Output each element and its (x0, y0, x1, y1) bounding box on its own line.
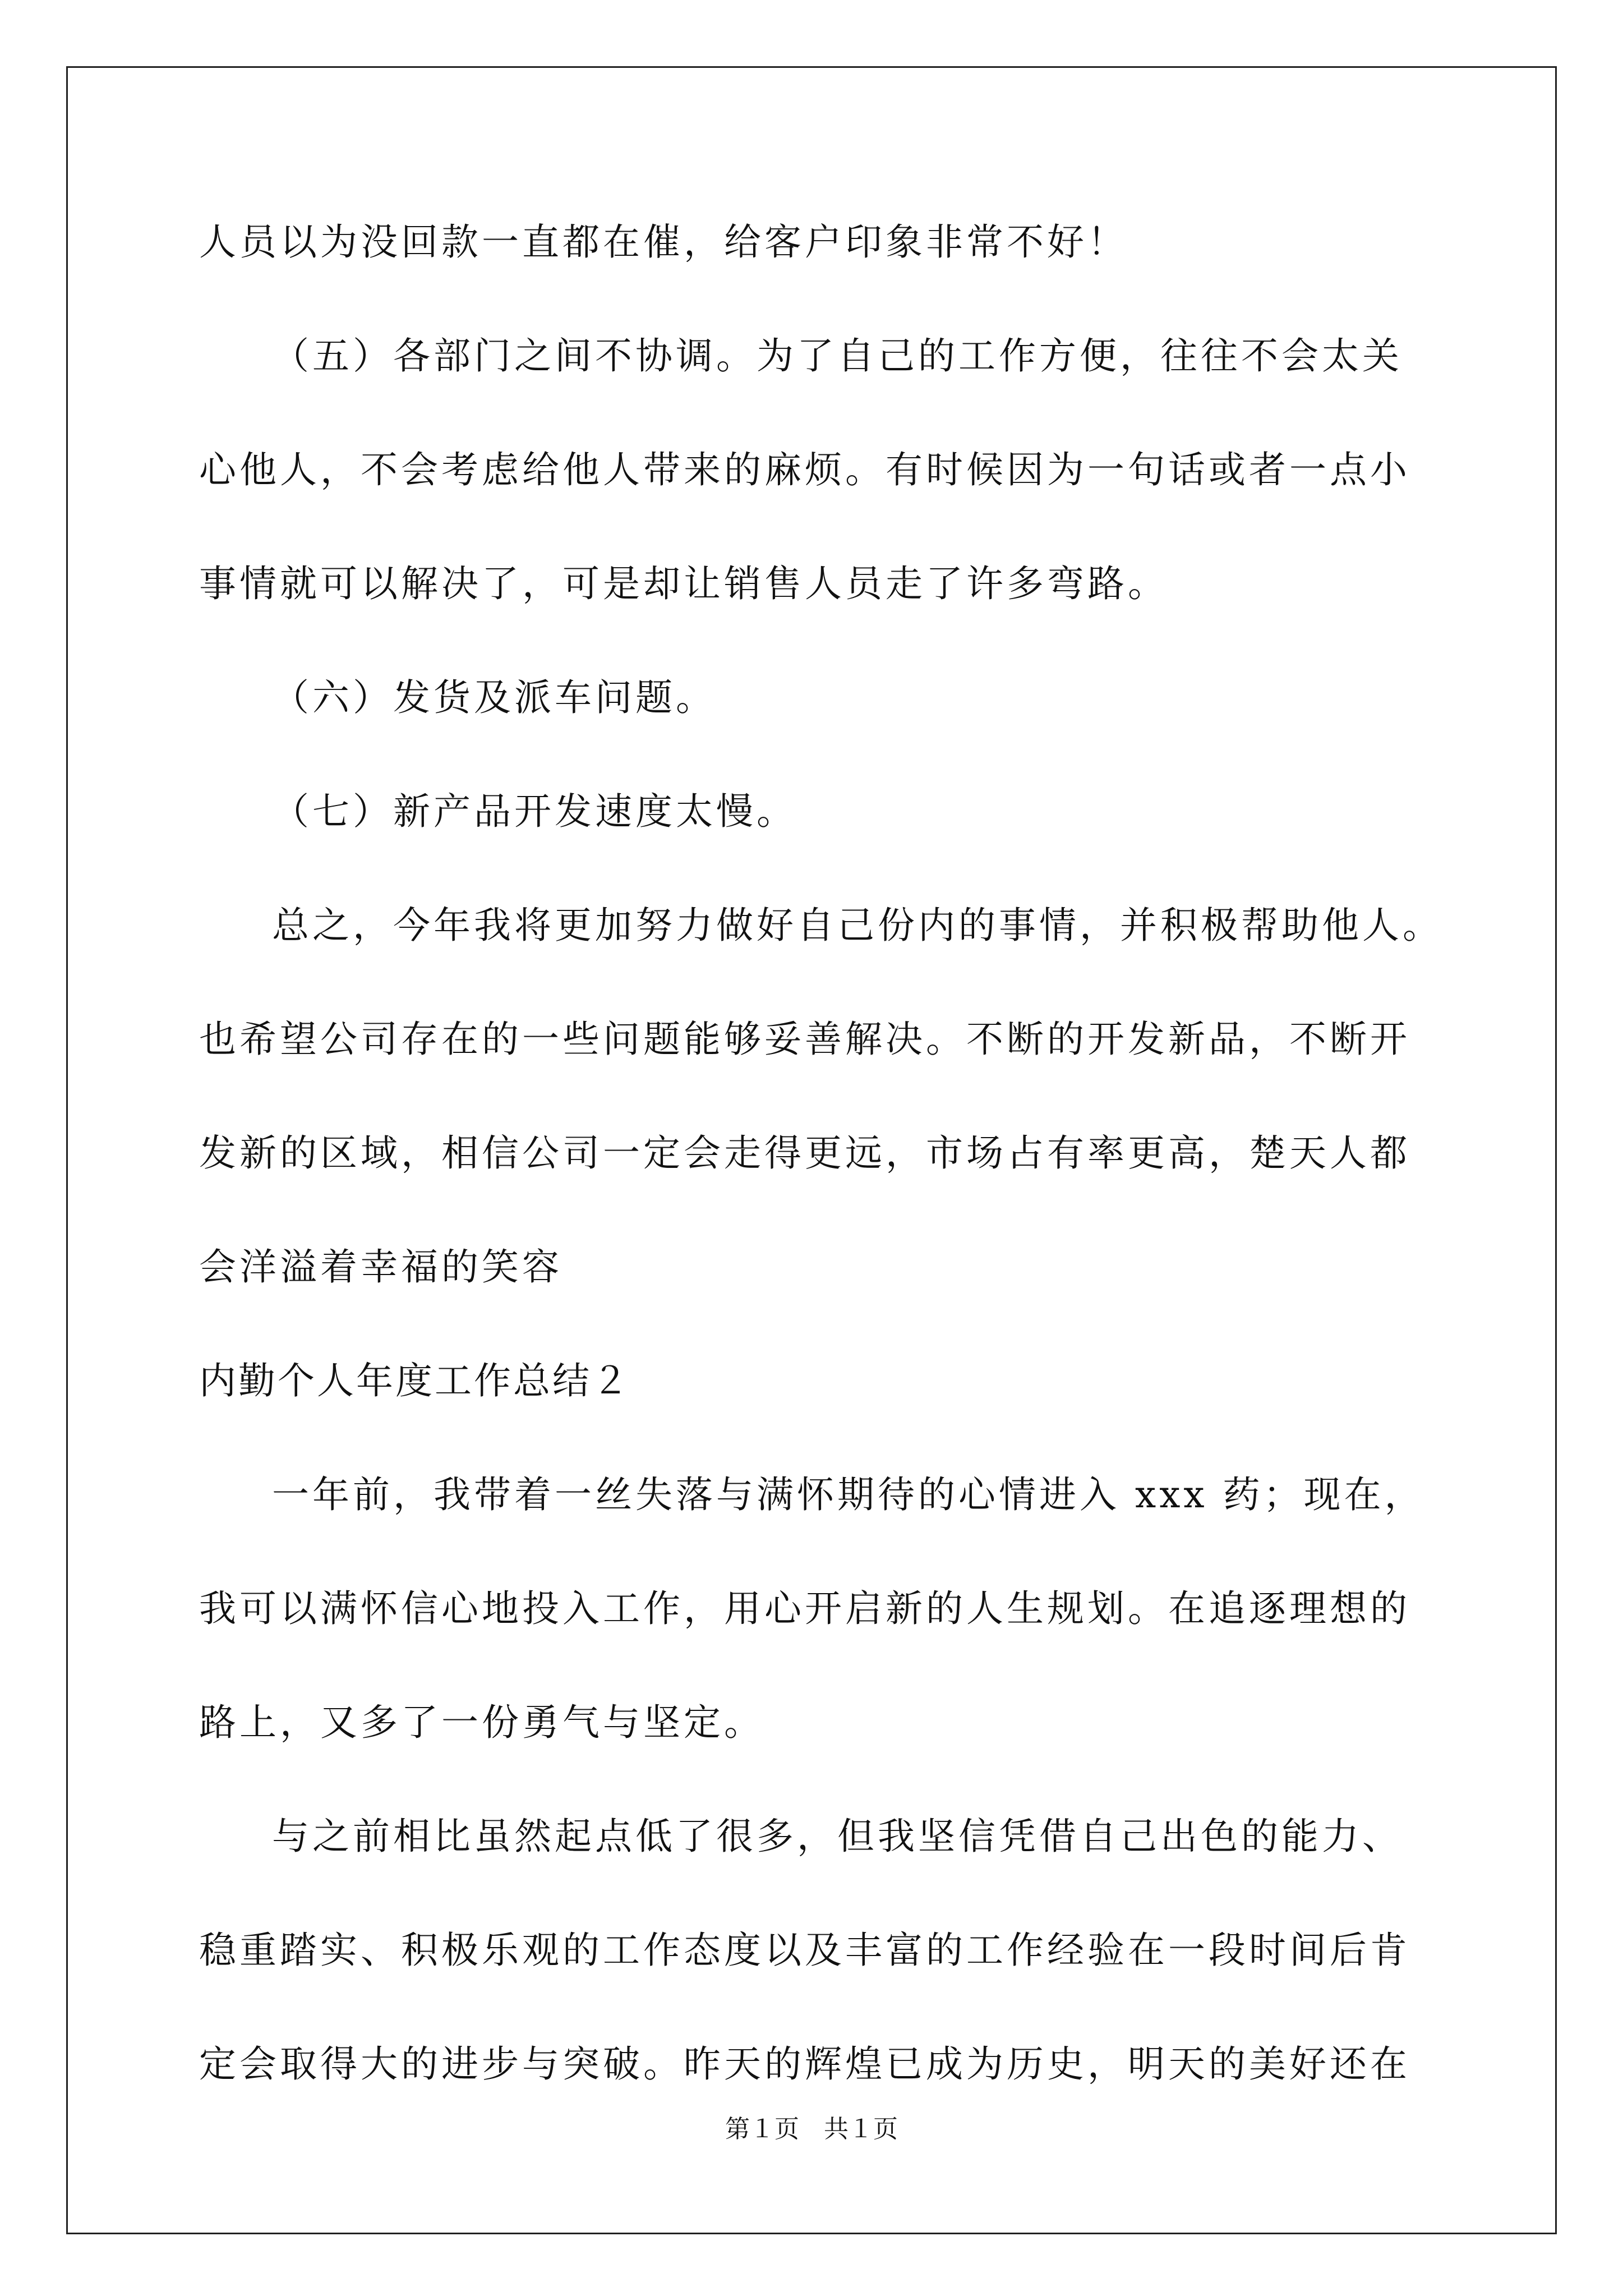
text-line: 与之前相比虽然起点低了很多，但我坚信凭借自己出色的能力、 (272, 1815, 1403, 1858)
text-line: （七）新产品开发速度太慢。 (272, 790, 797, 833)
text-line: 总之，今年我将更加努力做好自己份内的事情，并积极帮助他人。 (272, 904, 1443, 947)
text-line: 我可以满怀信心地投入工作，用心开启新的人生规划。在追逐理想的 (199, 1587, 1410, 1630)
text-line: 一年前，我带着一丝失落与满怀期待的心情进入 xxx 药；现在， (272, 1473, 1425, 1516)
text-line: 人员以为没回款一直都在催，给客户印象非常不好！ (199, 220, 1128, 264)
text-line: 心他人，不会考虑给他人带来的麻烦。有时候因为一句话或者一点小 (199, 448, 1410, 491)
text-line: 路上，又多了一份勇气与坚定。 (199, 1701, 764, 1744)
text-line: 发新的区域，相信公司一定会走得更远，市场占有率更高，楚天人都 (199, 1131, 1410, 1175)
page-number: 第１页 共１页 (725, 2115, 898, 2143)
text-line: 会洋溢着幸福的笑容 (199, 1245, 562, 1289)
section-heading: 内勤个人年度工作总结２ (199, 1359, 631, 1402)
text-line: 也希望公司存在的一些问题能够妥善解决。不断的开发新品，不断开 (199, 1018, 1410, 1061)
text-line: （六）发货及派车问题。 (272, 676, 716, 719)
text-line: 稳重踏实、积极乐观的工作态度以及丰富的工作经验在一段时间后肯 (199, 1929, 1410, 1972)
text-line: 事情就可以解决了，可是却让销售人员走了许多弯路。 (199, 562, 1168, 605)
text-line: （五）各部门之间不协调。为了自己的工作方便，往往不会太关 (272, 334, 1403, 378)
text-line: 定会取得大的进步与突破。昨天的辉煌已成为历史，明天的美好还在 (199, 2042, 1410, 2086)
